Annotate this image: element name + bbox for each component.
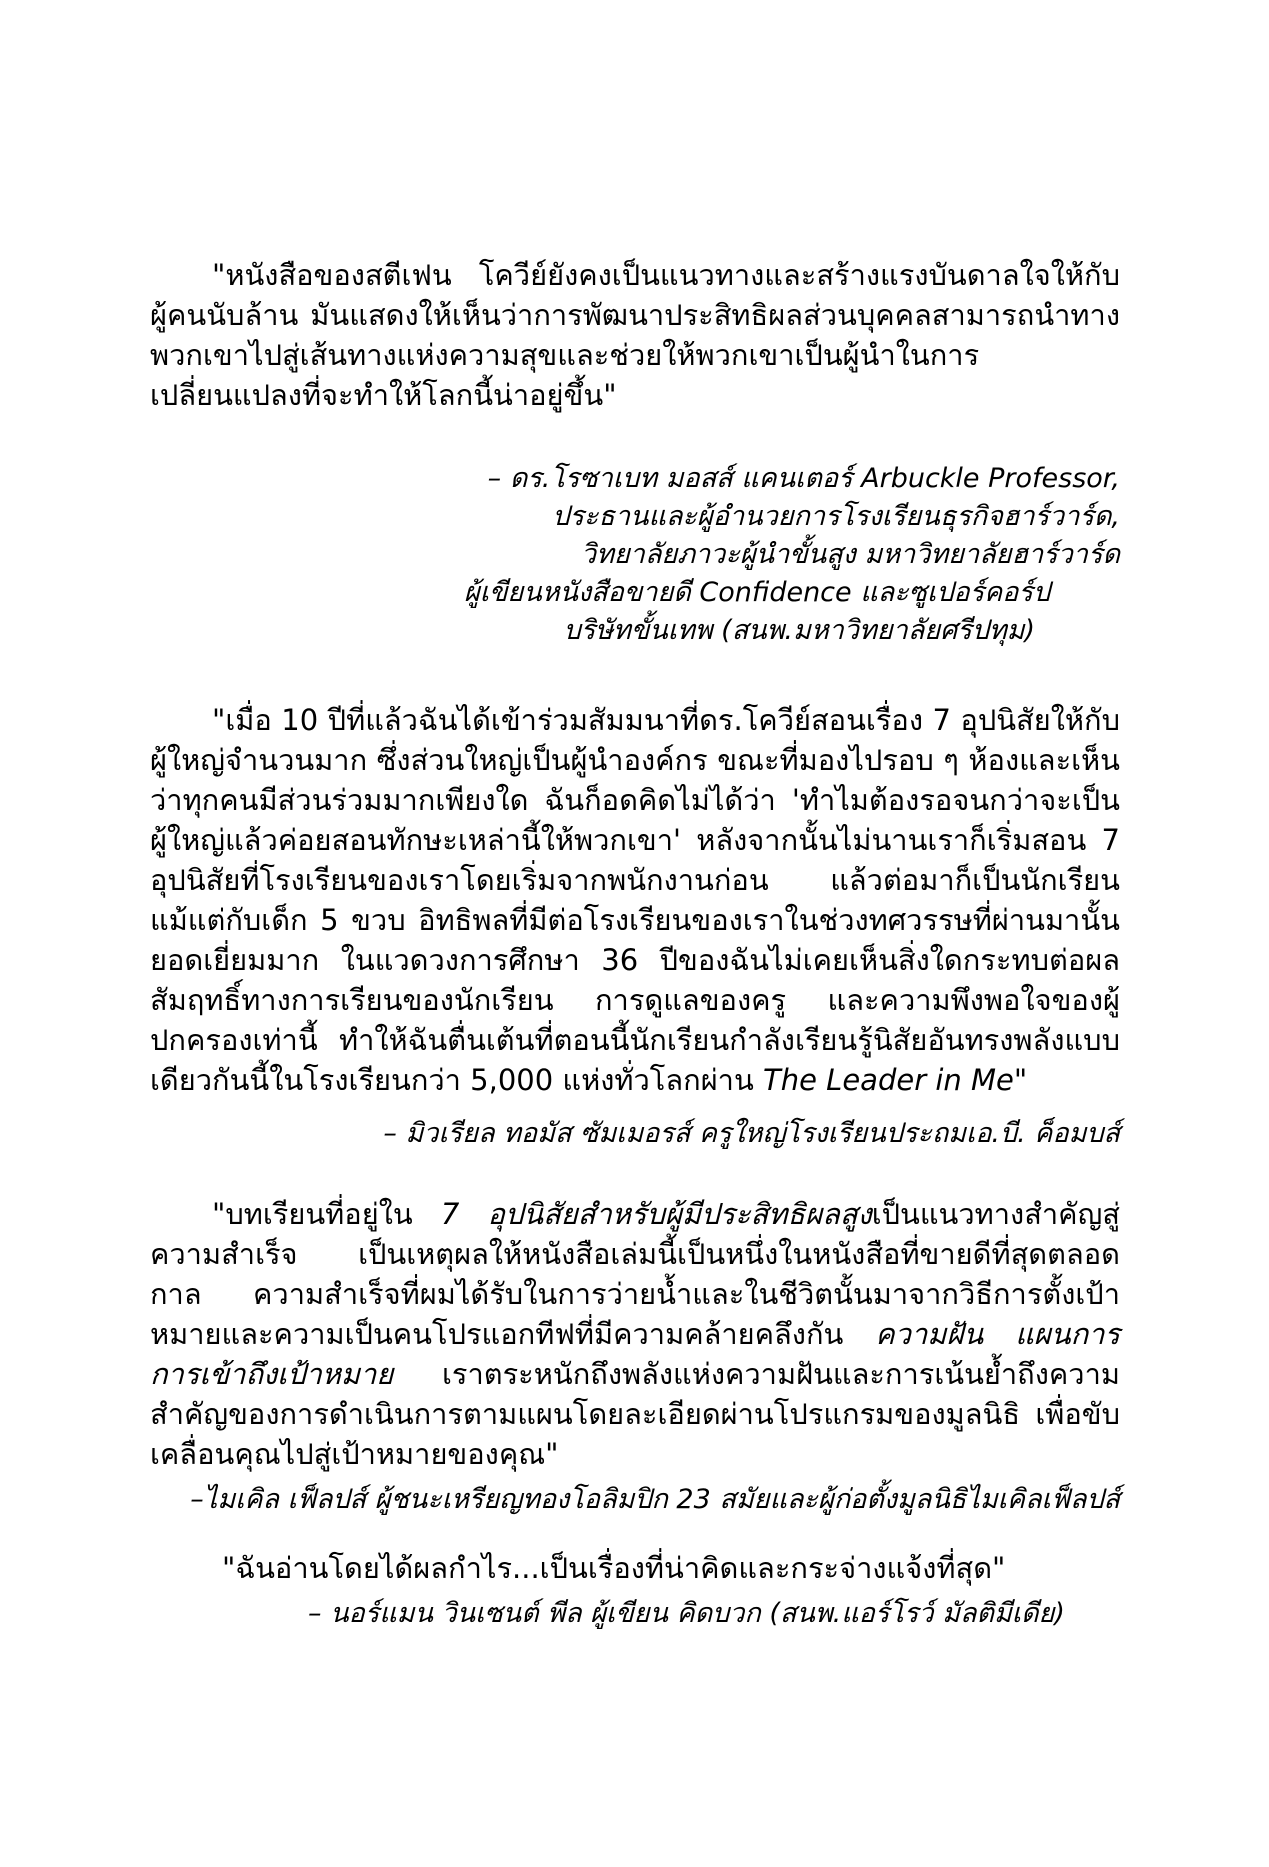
endorsement-quote-4: [150, 1548, 1120, 1634]
quote-4-attribution: [150, 1594, 1120, 1634]
quote-1-attribution: [150, 460, 1120, 650]
attribution-line: วิทยาลัยภาวะผู้นำขั้นสูง มหาวิทยาลัยฮาร์วาร์ด: [580, 539, 1120, 570]
endorsement-quote-1: [150, 255, 1120, 650]
quote-3-attribution: [150, 1480, 1120, 1520]
quote-4-body: "ฉันอ่านโดยได้ผลกำไร...เป็นเรื่องที่น่าคิดและกระจ่างแจ้งที่สุด": [222, 1551, 1006, 1585]
attribution-line: – ดร.โรซาเบท มอสส์ แคนเตอร์ Arbuckle Professor,: [487, 463, 1120, 494]
attribution-line: –ไมเคิล เฟ็ลปส์ ผู้ชนะเหรียญทองโอลิมปิก 23 สมัยและผู้ก่อตั้งมูลนิธิไมเคิลเฟ็ลปส์: [190, 1484, 1120, 1515]
attribution-line: – มิวเรียล ทอมัส ซัมเมอรส์ ครูใหญ่โรงเรียนประถมเอ.บี. ค็อมบส์: [383, 1118, 1120, 1149]
attribution-line: ผู้เขียนหนังสือขายดี Confidence และซูเปอร์คอร์ป: [463, 577, 1050, 608]
attribution-line: ประธานและผู้อำนวยการโรงเรียนธุรกิจฮาร์วาร์ด,: [552, 501, 1120, 532]
endorsement-quote-3: [150, 1194, 1120, 1520]
quote-3-body-start: "บทเรียนที่อยู่ใน: [212, 1197, 441, 1231]
quote-2-text: [150, 700, 1120, 1100]
emphasis-dream-plan-reach: ความฝัน แผนการ การเข้าถึงเป้าหมาย: [150, 1317, 1120, 1391]
quote-1-body: "หนังสือของสตีเฟน โควีย์ยังคงเป็นแนวทางและสร้างแรงบันดาลใจให้กับผู้คนนับล้าน มันแสดงให้เห็นว่าการพัฒนาประสิทธิผลส่วนบุคคลสามารถนำทางพวกเขาไปสู่เส้นทางแห่งความสุขและช่วยให้พวกเขาเป็นผู้นำในการเปลี่ยนแปลงที่จะทำให้โลกนี้น่าอยู่ขึ้น": [150, 258, 1120, 412]
quote-3-text: [150, 1194, 1120, 1474]
quote-4-text: [150, 1548, 1120, 1588]
endorsement-quote-2: [150, 700, 1120, 1154]
quote-2-close: ": [1013, 1063, 1028, 1097]
quote-1-text: [150, 255, 1120, 415]
quote-2-body: "เมื่อ 10 ปีที่แล้วฉันได้เข้าร่วมสัมมนาที่ดร.โควีย์สอนเรื่อง 7 อุปนิสัยให้กับผู้ใหญ่จำนวนมาก ซึ่งส่วนใหญ่เป็นผู้นำองค์กร ขณะที่มองไปรอบ ๆ ห้องและเห็นว่าทุกคนมีส่วนร่วมมากเพียงใด ฉันก็อดคิดไม่ได้ว่า 'ทำไมต้องรอจนกว่าจะเป็นผู้ใหญ่แล้วค่อยสอนทักษะเหล่านี้ให้พวกเขา' หลังจากนั้นไม่นานเราก็เริ่มสอน 7 อุปนิสัยที่โรงเรียนของเราโดยเริ่มจากพนักงานก่อน แล้วต่อมาก็เป็นนักเรียน แม้แต่กับเด็ก 5 ขวบ อิทธิพลที่มีต่อโรงเรียนของเราในช่วงทศวรรษที่ผ่านมานั้นยอดเยี่ยมมาก ในแวดวงการศึกษา 36 ปีของฉันไม่เคยเห็นสิ่งใดกระทบต่อผลสัมฤทธิ์ทางการเรียนของนักเรียน การดูแลของครู และความพึงพอใจของผู้ปกครองเท่านี้ ทำให้ฉันตื่นเต้นที่ตอนนี้นักเรียนกำลังเรียนรู้นิสัยอันทรงพลังแบบเดียวกันนี้ในโรงเรียนกว่า 5,000 แห่งทั่วโลกผ่าน: [150, 703, 1120, 1097]
attribution-line: – นอร์แมน วินเซนต์ พีล ผู้เขียน คิดบวก (สนพ.แอร์โรว์ มัลติมีเดีย): [308, 1598, 1065, 1629]
attribution-line: บริษัทขั้นเทพ (สนพ.มหาวิทยาลัยศรีปทุม): [563, 615, 1035, 646]
quote-3-body-middle: เป็นแนวทางสำคัญสู่ความสำเร็จ เป็นเหตุผลให้หนังสือเล่มนี้เป็นหนึ่งในหนังสือที่ขายดีที่สุดตลอดกาล ความสำเร็จที่ผมได้รับในการว่ายน้ำและในชีวิตนั้นมาจากวิธีการตั้งเป้าหมายและความเป็นคนโปรแอกทีฟที่มีความคล้ายคลึงกัน: [150, 1197, 1120, 1351]
quote-2-attribution: [150, 1114, 1120, 1154]
book-title-7-habits: 7 อุปนิสัยสำหรับผู้มีประสิทธิผลสูง: [440, 1197, 872, 1231]
book-title-the-leader-in-me: The Leader in Me: [763, 1063, 1014, 1097]
quote-3-body-end: เราตระหนักถึงพลังแห่งความฝันและการเน้นย้ำถึงความสำคัญของการดำเนินการตามแผนโดยละเอียดผ่านโปรแกรมของมูลนิธิ เพื่อขับเคลื่อนคุณไปสู่เป้าหมายของคุณ": [150, 1357, 1120, 1471]
